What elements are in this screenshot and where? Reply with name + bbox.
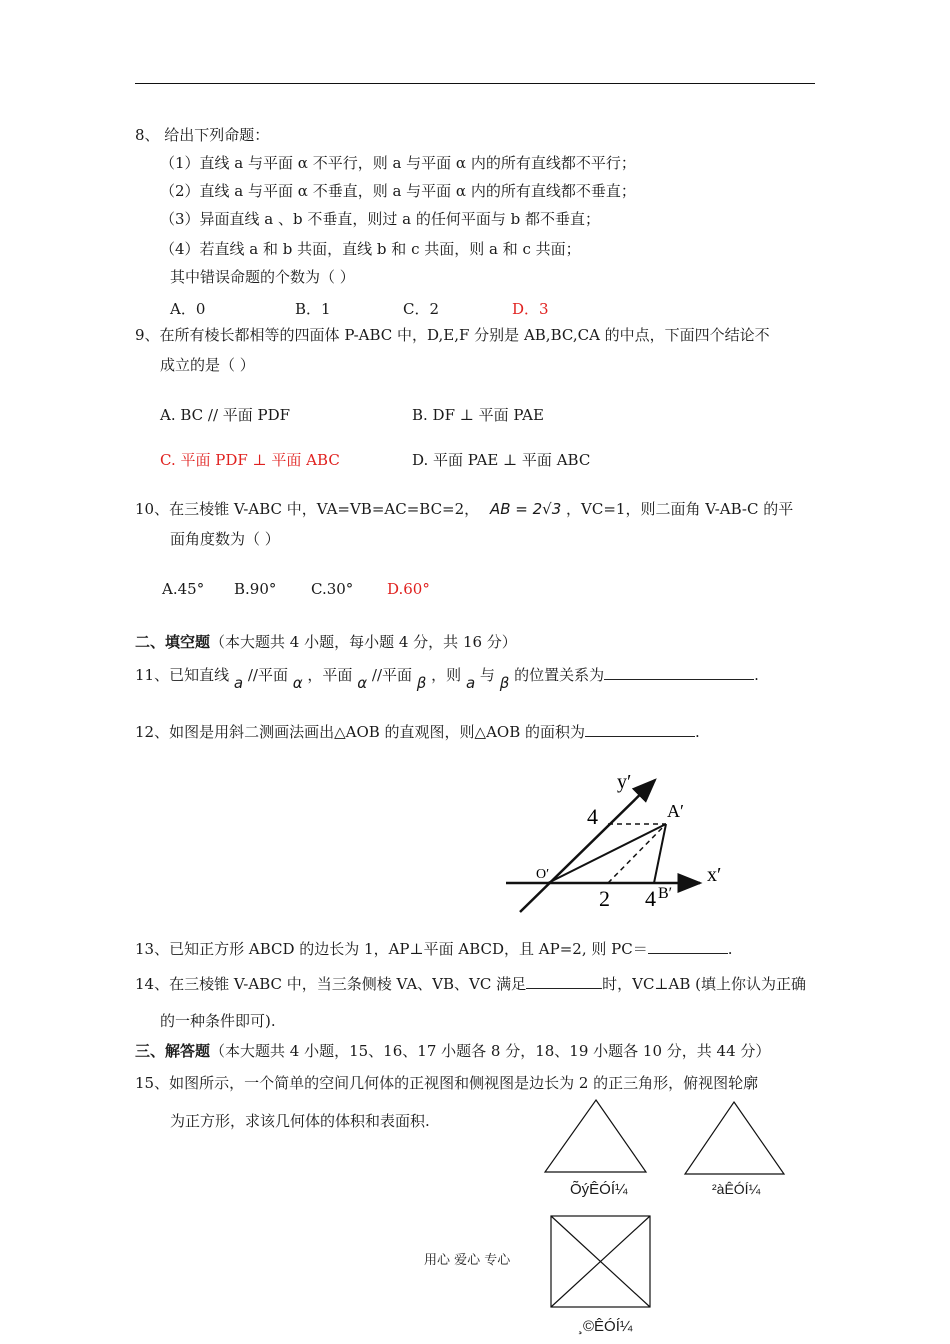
q11-text: //平面 (247, 666, 288, 684)
q12-line (135, 721, 700, 742)
q11-answer-blank[interactable] (604, 665, 754, 680)
q15-line-2: 为正方形，求该几何体的体积和表面积. (170, 1112, 430, 1130)
q11-text: ，则 (431, 666, 462, 684)
q15-line-1: 15、如图所示，一个简单的空间几何体的正视图和侧视图是边长为 2 的正三角形，俯视图轮廓 (135, 1074, 759, 1092)
q12-text: 12、如图是用斜二测画法画出△AOB 的直观图，则△AOB 的面积为 (135, 723, 586, 741)
q11-symbol-a: a (233, 674, 244, 692)
top-view-square (549, 1214, 653, 1310)
x-prime-label: x′ (707, 864, 722, 886)
section-3-note: （本大题共 4 小题，15、16、17 小题各 8 分，18、19 小题各 10 分，共 44 分） (210, 1042, 771, 1060)
q11-period: . (754, 666, 759, 684)
q11-symbol-alpha: α (292, 674, 303, 692)
q14-line-2: 的一种条件即可). (160, 1012, 276, 1030)
length-4-y-label: 4 (587, 804, 598, 829)
q10-option-d-answer: D.60° (387, 580, 430, 598)
q14-answer-blank[interactable] (526, 974, 602, 989)
q10-text-part-1: 10、在三棱锥 V-ABC 中，VA=VB=AC=BC=2， (135, 500, 480, 518)
front-view-label: ÕýÊÓÍ¼ (570, 1181, 628, 1198)
q11-text: //平面 (371, 666, 412, 684)
section-2-title: 二、填空题 (135, 633, 211, 651)
q13-answer-blank[interactable] (648, 939, 728, 954)
side-view-triangle (682, 1100, 788, 1178)
q11-text: 与 (479, 666, 495, 684)
q11-symbol-beta: β (416, 674, 427, 692)
length-2-label: 2 (599, 886, 610, 911)
section-2-note: （本大题共 4 小题，每小题 4 分，共 16 分） (210, 633, 517, 651)
q8-proposition-3: （3）异面直线 a 、b 不垂直，则过 a 的任何平面与 b 都不垂直； (160, 210, 601, 228)
q13-text: 13、已知正方形 ABCD 的边长为 1，AP⊥平面 ABCD，且 AP=2, 则 PC＝ (135, 940, 648, 958)
q11-symbol-beta: β (499, 674, 510, 692)
a-prime-label: A′ (667, 801, 684, 821)
q8-proposition-2: （2）直线 a 与平面 α 不垂直，则 a 与平面 α 内的所有直线都不垂直； (160, 182, 636, 200)
q12-answer-blank[interactable] (585, 722, 695, 737)
q8-proposition-1: （1）直线 a 与平面 α 不平行，则 a 与平面 α 内的所有直线都不平行； (160, 154, 636, 172)
section-3-title: 三、解答题 (135, 1042, 211, 1060)
q12-period: . (695, 723, 700, 741)
q8-stem: 8、 给出下列命题： (135, 126, 270, 144)
q10-option-a: A.45° (162, 580, 205, 598)
q8-question: 其中错误命题的个数为（ ） (170, 268, 355, 286)
q11-text: 的位置关系为 (514, 666, 605, 684)
q10-option-b: B.90° (234, 580, 277, 598)
page-footer: 用心 爱心 专心 (424, 1253, 511, 1268)
q8-option-c: C．2 (403, 300, 440, 318)
top-view-label: ¸©ÊÓÍ¼ (578, 1318, 633, 1335)
q9-option-a: A. BC // 平面 PDF (160, 406, 291, 424)
q10-line-2: 面角度数为（ ） (170, 530, 280, 548)
front-view-triangle (542, 1098, 650, 1176)
y-axis-arrow (520, 780, 655, 912)
segment-oa (548, 824, 666, 883)
q10-formula: AB = 2√3 (489, 500, 562, 518)
y-prime-label: y′ (617, 771, 632, 793)
q9-line-2: 成立的是（ ） (160, 356, 255, 374)
q8-option-d-answer: D．3 (512, 300, 549, 318)
q8-option-b: B．1 (295, 300, 331, 318)
q14-line-1 (135, 973, 806, 994)
section-3-heading (135, 1040, 770, 1061)
q12-oblique-figure (500, 762, 740, 922)
length-4-x-label: 4 (645, 886, 656, 911)
q14-text-part-2: 时，VC⊥AB (填上你认为正确 (602, 975, 807, 993)
q11-symbol-a: a (465, 674, 476, 692)
segment-ab (654, 824, 666, 883)
q13-line (135, 938, 732, 959)
q11-text: ，平面 (307, 666, 353, 684)
q9-option-c-answer: C. 平面 PDF ⊥ 平面 ABC (160, 451, 340, 469)
side-view-label: ²àÊÓÍ¼ (712, 1181, 761, 1197)
q14-text-part-1: 14、在三棱锥 V-ABC 中，当三条侧棱 VA、VB、VC 满足 (135, 975, 527, 993)
header-rule (135, 83, 815, 84)
q8-proposition-4: （4）若直线 a 和 b 共面，直线 b 和 c 共面，则 a 和 c 共面； (160, 240, 581, 258)
q10-line-1 (135, 498, 793, 519)
q11-line (135, 664, 759, 692)
section-2-heading (135, 631, 517, 652)
b-prime-label: B′ (658, 885, 673, 902)
q11-symbol-alpha: α (357, 674, 368, 692)
q10-option-c: C.30° (311, 580, 354, 598)
dashed-diagonal (608, 824, 666, 883)
q13-period: . (727, 940, 733, 958)
q10-text-part-2: ，VC=1，则二面角 V-AB-C 的平 (566, 500, 794, 518)
q11-text: 11、已知直线 (135, 666, 230, 684)
q9-option-d: D. 平面 PAE ⊥ 平面 ABC (412, 451, 591, 469)
q8-option-a: A．0 (170, 300, 206, 318)
q9-line-1: 9、在所有棱长都相等的四面体 P-ABC 中，D,E,F 分别是 AB,BC,CA 的中点，下面四个结论不 (135, 326, 770, 344)
q9-option-b: B. DF ⊥ 平面 PAE (412, 406, 544, 424)
o-prime-label: O′ (536, 867, 550, 882)
